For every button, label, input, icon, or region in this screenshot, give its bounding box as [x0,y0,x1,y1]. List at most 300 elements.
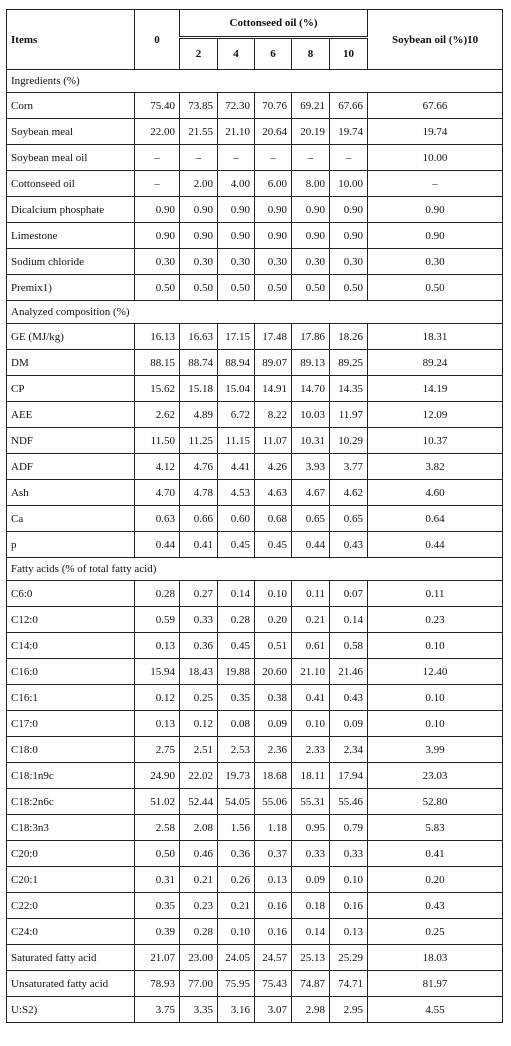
table-cell: 0.36 [180,633,218,659]
table-cell: 4.62 [330,480,368,506]
level-header: 10 [330,38,368,70]
table-cell: 67.66 [330,93,368,119]
table-cell: 0.35 [218,685,255,711]
table-cell: 0.30 [135,249,180,275]
soybean-oil-cell: – [368,171,503,197]
table-row [7,223,503,249]
table-cell: 0.13 [255,867,292,893]
table-cell: 0.90 [292,197,330,223]
table-row [7,350,503,376]
table-cell: 19.73 [218,763,255,789]
table-cell: 0.79 [330,815,368,841]
table-cell: 8.00 [292,171,330,197]
soybean-oil-cell: 0.64 [368,506,503,532]
table-cell: 3.77 [330,454,368,480]
table-cell: 4.26 [255,454,292,480]
table-cell: 0.07 [330,581,368,607]
table-cell: 0.10 [292,711,330,737]
table-cell: 0.90 [218,223,255,249]
table-cell: 0.65 [330,506,368,532]
table-cell: 24.90 [135,763,180,789]
table-cell: 0.44 [292,532,330,558]
table-cell: 4.12 [135,454,180,480]
table-cell: 0.61 [292,633,330,659]
table-cell: – [135,171,180,197]
table-cell: 0.33 [180,607,218,633]
table-row [7,428,503,454]
table-cell: 0.21 [180,867,218,893]
soybean-oil-cell: 3.99 [368,737,503,763]
table-cell: 0.33 [330,841,368,867]
row-label: Sodium chloride [7,249,135,275]
section-row [7,70,503,93]
table-cell: 0.50 [135,841,180,867]
soybean-oil-cell: 0.43 [368,893,503,919]
row-label: C12:0 [7,607,135,633]
table-cell: 2.34 [330,737,368,763]
table-row [7,454,503,480]
table-row [7,893,503,919]
table-cell: 20.19 [292,119,330,145]
table-cell: 0.16 [255,919,292,945]
table-cell: 0.18 [292,893,330,919]
table-cell: 74.87 [292,971,330,997]
table-cell: 1.18 [255,815,292,841]
soybean-oil-cell: 14.19 [368,376,503,402]
table-cell: 17.15 [218,324,255,350]
soybean-oil-cell: 18.31 [368,324,503,350]
soybean-oil-cell: 0.11 [368,581,503,607]
table-cell: 4.67 [292,480,330,506]
table-cell: 0.90 [255,223,292,249]
table-cell: – [330,145,368,171]
table-cell: 23.00 [180,945,218,971]
table-cell: 2.51 [180,737,218,763]
row-label: C20:0 [7,841,135,867]
table-row [7,711,503,737]
table-cell: 15.04 [218,376,255,402]
table-cell: 25.29 [330,945,368,971]
table-cell: 0.50 [135,275,180,301]
table-cell: 0.45 [218,532,255,558]
row-label: C18:1n9c [7,763,135,789]
soybean-oil-cell: 89.24 [368,350,503,376]
soybean-oil-cell: 23.03 [368,763,503,789]
table-cell: 3.16 [218,997,255,1023]
table-cell: 0.63 [135,506,180,532]
row-label: C24:0 [7,919,135,945]
table-cell: 0.43 [330,532,368,558]
table-cell: 2.08 [180,815,218,841]
soybean-oil-cell: 0.90 [368,223,503,249]
table-body [7,70,503,1023]
table-row [7,763,503,789]
row-label: DM [7,350,135,376]
table-row [7,197,503,223]
soybean-oil-cell: 0.10 [368,685,503,711]
table-cell: 0.09 [330,711,368,737]
row-label: C18:3n3 [7,815,135,841]
table-cell: 16.63 [180,324,218,350]
table-cell: 69.21 [292,93,330,119]
table-cell: 2.36 [255,737,292,763]
soybean-oil-cell: 4.55 [368,997,503,1023]
table-cell: 0.20 [255,607,292,633]
table-row [7,971,503,997]
table-cell: 75.95 [218,971,255,997]
row-label: ADF [7,454,135,480]
table-row [7,685,503,711]
table-cell: 0.95 [292,815,330,841]
soybean-oil-cell: 0.50 [368,275,503,301]
table-cell: 0.25 [180,685,218,711]
row-label: GE (MJ/kg) [7,324,135,350]
table-cell: – [255,145,292,171]
soybean-oil-cell: 18.03 [368,945,503,971]
table-cell: 0.51 [255,633,292,659]
table-cell: 0.90 [255,197,292,223]
table-cell: 1.56 [218,815,255,841]
row-label: C22:0 [7,893,135,919]
table-cell: 0.90 [180,197,218,223]
table-cell: 52.44 [180,789,218,815]
table-cell: 0.21 [218,893,255,919]
soybean-oil-cell: 12.40 [368,659,503,685]
row-label: C20:1 [7,867,135,893]
table-row [7,275,503,301]
table-cell: 0.58 [330,633,368,659]
table-row [7,997,503,1023]
table-row [7,815,503,841]
table-cell: 10.03 [292,402,330,428]
table-cell: 4.76 [180,454,218,480]
row-label: Ash [7,480,135,506]
level-header: 6 [255,38,292,70]
table-row [7,324,503,350]
table-cell: 0.41 [292,685,330,711]
table-cell: 55.31 [292,789,330,815]
table-cell: 0.50 [292,275,330,301]
table-row [7,633,503,659]
table-cell: 0.68 [255,506,292,532]
table-row [7,532,503,558]
soybean-oil-cell: 67.66 [368,93,503,119]
table-cell: 21.55 [180,119,218,145]
table-cell: 0.90 [135,197,180,223]
soybean-oil-cell: 0.20 [368,867,503,893]
table-cell: 0.30 [218,249,255,275]
soybean-oil-cell: 19.74 [368,119,503,145]
table-cell: 0.37 [255,841,292,867]
table-row [7,737,503,763]
row-label: NDF [7,428,135,454]
table-cell: 0.10 [218,919,255,945]
row-label: C14:0 [7,633,135,659]
table-cell: 0.41 [180,532,218,558]
soybean-oil-cell: 0.41 [368,841,503,867]
table-cell: 15.94 [135,659,180,685]
table-cell: 11.07 [255,428,292,454]
row-label: C16:0 [7,659,135,685]
table-cell: 3.35 [180,997,218,1023]
table-cell: 2.62 [135,402,180,428]
table-row [7,93,503,119]
table-cell: 17.94 [330,763,368,789]
table-cell: 89.25 [330,350,368,376]
soybean-oil-header: Soybean oil (%)10 [368,10,503,70]
section-title: Analyzed composition (%) [7,301,503,324]
row-label: C6:0 [7,581,135,607]
row-label: AEE [7,402,135,428]
table-cell: 55.46 [330,789,368,815]
table-cell: 55.06 [255,789,292,815]
table-cell: 21.07 [135,945,180,971]
table-cell: 18.43 [180,659,218,685]
table-cell: 11.15 [218,428,255,454]
row-label: p [7,532,135,558]
soybean-oil-cell: 4.60 [368,480,503,506]
row-label: C18:2n6c [7,789,135,815]
table-cell: 0.50 [330,275,368,301]
table-cell: 4.53 [218,480,255,506]
table-cell: 19.74 [330,119,368,145]
table-cell: 0.10 [255,581,292,607]
table-cell: 72.30 [218,93,255,119]
table-cell: 0.66 [180,506,218,532]
table-row [7,249,503,275]
table-cell: 6.00 [255,171,292,197]
soybean-oil-cell: 3.82 [368,454,503,480]
row-label: Cottonseed oil [7,171,135,197]
table-cell: 2.00 [180,171,218,197]
table-cell: 20.64 [255,119,292,145]
table-cell: 0.90 [218,197,255,223]
table-cell: 0.27 [180,581,218,607]
diet-composition-table [6,9,503,1023]
table-cell: 88.94 [218,350,255,376]
row-label: U:S2) [7,997,135,1023]
table-cell: 78.93 [135,971,180,997]
table-cell: – [135,145,180,171]
table-cell: 0.90 [292,223,330,249]
table-cell: 2.58 [135,815,180,841]
soybean-oil-cell: 0.44 [368,532,503,558]
row-label: Corn [7,93,135,119]
table-cell: 10.00 [330,171,368,197]
table-cell: 70.76 [255,93,292,119]
table-cell: 21.10 [292,659,330,685]
table-cell: 10.31 [292,428,330,454]
soybean-oil-cell: 81.97 [368,971,503,997]
soybean-oil-cell: 0.90 [368,197,503,223]
table-cell: 0.14 [292,919,330,945]
soybean-oil-cell: 10.37 [368,428,503,454]
row-label: Soybean meal oil [7,145,135,171]
table-cell: 0.12 [180,711,218,737]
table-row [7,581,503,607]
table-row [7,480,503,506]
table-cell: 22.02 [180,763,218,789]
row-label: Dicalcium phosphate [7,197,135,223]
table-cell: 0.16 [255,893,292,919]
items-header: Items [7,10,135,70]
soybean-oil-cell: 0.23 [368,607,503,633]
table-cell: 2.75 [135,737,180,763]
table-row [7,919,503,945]
table-cell: 21.46 [330,659,368,685]
table-cell: 3.93 [292,454,330,480]
row-label: Soybean meal [7,119,135,145]
table-cell: 0.65 [292,506,330,532]
soybean-oil-cell: 12.09 [368,402,503,428]
table-cell: 0.28 [180,919,218,945]
table-row [7,607,503,633]
table-cell: 17.86 [292,324,330,350]
soybean-oil-cell: 52.80 [368,789,503,815]
table-cell: 0.30 [180,249,218,275]
table-row [7,789,503,815]
table-cell: 0.30 [292,249,330,275]
table-cell: 0.50 [180,275,218,301]
table-row [7,945,503,971]
table-cell: 15.62 [135,376,180,402]
table-cell: 0.50 [218,275,255,301]
table-row [7,171,503,197]
table-cell: 11.97 [330,402,368,428]
level-header: 2 [180,38,218,70]
table-cell: 0.13 [135,711,180,737]
table-cell: 21.10 [218,119,255,145]
table-cell: 0.13 [330,919,368,945]
table-cell: 18.26 [330,324,368,350]
row-label: Saturated fatty acid [7,945,135,971]
table-cell: 10.29 [330,428,368,454]
table-cell: 0.90 [330,223,368,249]
table-row [7,841,503,867]
table-cell: 14.70 [292,376,330,402]
row-label: C17:0 [7,711,135,737]
table-cell: 54.05 [218,789,255,815]
section-row [7,558,503,581]
table-cell: 0.38 [255,685,292,711]
table-cell: 17.48 [255,324,292,350]
table-cell: 20.60 [255,659,292,685]
table-cell: 4.41 [218,454,255,480]
table-cell: 14.35 [330,376,368,402]
table-cell: 0.45 [255,532,292,558]
table-cell: 19.88 [218,659,255,685]
table-cell: 89.07 [255,350,292,376]
row-label: Ca [7,506,135,532]
table-cell: 0.08 [218,711,255,737]
soybean-oil-cell: 5.83 [368,815,503,841]
table-cell: 0.90 [135,223,180,249]
soybean-oil-cell: 0.10 [368,711,503,737]
row-label: Unsaturated fatty acid [7,971,135,997]
table-cell: 4.63 [255,480,292,506]
table-cell: 51.02 [135,789,180,815]
table-cell: 24.05 [218,945,255,971]
table-cell: 2.98 [292,997,330,1023]
table-row [7,402,503,428]
table-cell: 77.00 [180,971,218,997]
row-label: C16:1 [7,685,135,711]
table-row [7,119,503,145]
table-cell: 0.46 [180,841,218,867]
table-cell: – [218,145,255,171]
table-cell: 0.16 [330,893,368,919]
table-cell: 0.90 [180,223,218,249]
table-cell: 0.21 [292,607,330,633]
table-cell: 0.45 [218,633,255,659]
table-cell: 0.12 [135,685,180,711]
table-cell: 0.09 [292,867,330,893]
table-cell: 24.57 [255,945,292,971]
level-header: 8 [292,38,330,70]
table-cell: 18.11 [292,763,330,789]
cottonseed-oil-group-header: Cottonseed oil (%) [180,10,368,38]
table-cell: 0.23 [180,893,218,919]
table-cell: 88.15 [135,350,180,376]
row-label: Limestone [7,223,135,249]
table-cell: 16.13 [135,324,180,350]
table-cell: 0.44 [135,532,180,558]
table-cell: 0.59 [135,607,180,633]
table-cell: 0.50 [255,275,292,301]
table-cell: 11.25 [180,428,218,454]
table-cell: 11.50 [135,428,180,454]
table-cell: 15.18 [180,376,218,402]
table-cell: 89.13 [292,350,330,376]
table-cell: – [180,145,218,171]
row-label: CP [7,376,135,402]
table-cell: 75.43 [255,971,292,997]
table-cell: 0.09 [255,711,292,737]
table-cell: 4.89 [180,402,218,428]
table-cell: 73.85 [180,93,218,119]
table-cell: 0.30 [330,249,368,275]
table-cell: 14.91 [255,376,292,402]
table-cell: 3.75 [135,997,180,1023]
soybean-oil-cell: 0.30 [368,249,503,275]
table-cell: 18.68 [255,763,292,789]
row-label: C18:0 [7,737,135,763]
soybean-oil-cell: 0.10 [368,633,503,659]
table-cell: 0.31 [135,867,180,893]
table-cell: 4.00 [218,171,255,197]
table-row [7,867,503,893]
table-cell: 0.60 [218,506,255,532]
table-cell: 25.13 [292,945,330,971]
table-cell: 22.00 [135,119,180,145]
table-cell: 3.07 [255,997,292,1023]
level-0-header: 0 [135,10,180,70]
table-cell: 0.14 [218,581,255,607]
table-cell: 0.28 [218,607,255,633]
section-title: Ingredients (%) [7,70,503,93]
table-cell: 75.40 [135,93,180,119]
table-cell: 0.35 [135,893,180,919]
table-cell: 0.39 [135,919,180,945]
table-cell: 2.53 [218,737,255,763]
table-row [7,659,503,685]
level-header: 4 [218,38,255,70]
table-cell: 6.72 [218,402,255,428]
table-cell: 74.71 [330,971,368,997]
table-row [7,376,503,402]
section-title: Fatty acids (% of total fatty acid) [7,558,503,581]
soybean-oil-cell: 10.00 [368,145,503,171]
